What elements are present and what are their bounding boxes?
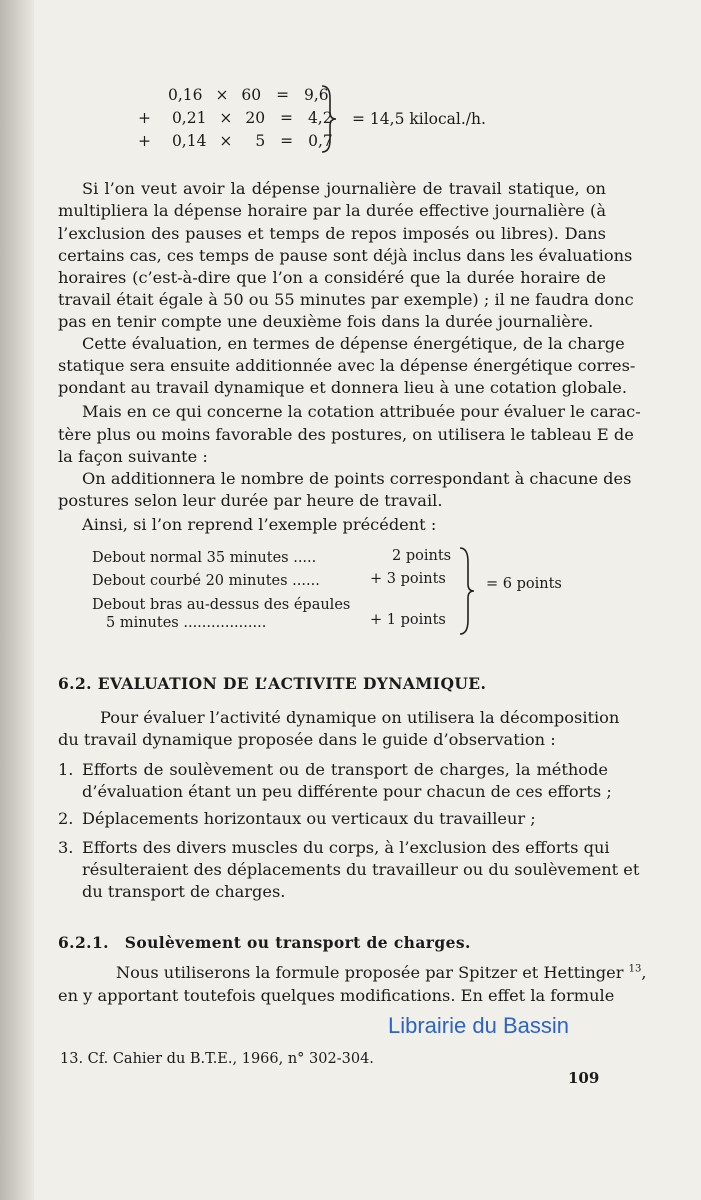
text-line: Cette évaluation, en termes de dépense énergétique, de la charge [82, 334, 625, 353]
eq-prefix: + [138, 132, 151, 150]
text-line: pas en tenir compte une deuxième fois dans la durée journalière. [58, 312, 594, 331]
eq-operator: × [219, 109, 233, 127]
eq-operand: 0,14 [171, 132, 207, 150]
eq-result: 9,6 [304, 86, 329, 104]
list-item-line: d’évaluation étant un peu différente pour chacun de ces efforts ; [82, 782, 612, 801]
posture-points: + 3 points [370, 571, 446, 587]
text-line: en y apportant toutefois quelques modifications. En effet la formule [58, 986, 615, 1005]
eq-operator: × [219, 132, 233, 150]
eq-equals: = [280, 132, 294, 150]
posture-points: + 1 points [370, 612, 446, 628]
footnote: 13. Cf. Cahier du B.T.E., 1966, n° 302-304. [60, 1051, 374, 1067]
eq-equals: = [280, 109, 293, 127]
eq-result: 4,2 [307, 109, 333, 127]
list-item-line: du transport de charges. [82, 882, 286, 901]
posture-label: Debout bras au-dessus des épaules [92, 597, 351, 613]
text-line: la façon suivante : [58, 447, 208, 466]
list-item-line: Déplacements horizontaux ou verticaux du travailleur ; [82, 809, 536, 828]
eq-operand: 5 [255, 132, 266, 150]
equation-row-2 [138, 109, 333, 127]
page-number: 109 [568, 1069, 600, 1087]
text-line: postures selon leur durée par heure de travail. [58, 491, 443, 510]
paragraph-5: Ainsi, si l’on reprend l’exemple précédent : [82, 515, 437, 534]
binding-gutter [0, 0, 34, 1200]
list-number: 3. [58, 838, 74, 857]
text-line: l’exclusion des pauses et temps de repos imposés ou libres). Dans [58, 224, 606, 243]
list-number: 1. [58, 760, 74, 779]
list-item-line: résulteraient des déplacements du travailleur ou du soulèvement et [82, 860, 640, 879]
section-heading-6-2-1 [58, 933, 471, 952]
section-number: 6.2.1. [58, 933, 109, 952]
list-item-line: Efforts de soulèvement ou de transport de charges, la méthode [82, 760, 608, 779]
text-line: statique sera ensuite additionnée avec la dépense énergétique corres- [58, 356, 636, 375]
text-line: du travail dynamique proposée dans le guide d’observation : [58, 730, 556, 749]
list-item-line: Efforts des divers muscles du corps, à l’exclusion des efforts qui [82, 838, 610, 857]
posture-label: Debout normal 35 minutes ..... [92, 550, 317, 566]
text-span: Nous utiliserons la formule proposée par Spitzer et Hettinger [116, 963, 624, 982]
posture-label: 5 minutes .................. [106, 615, 267, 631]
text-line: Si l’on veut avoir la dépense journalière de travail statique, on [82, 179, 606, 198]
eq-operand: 60 [241, 86, 262, 104]
eq-equals: = [276, 86, 290, 104]
text-line: On additionnera le nombre de points correspondant à chacune des [82, 469, 632, 488]
text-line: multipliera la dépense horaire par la durée effective journalière (à [58, 201, 606, 220]
equation-row-1 [168, 86, 329, 104]
eq-operand: 20 [245, 109, 266, 127]
eq-operand: 0,21 [171, 109, 207, 127]
text-line: Pour évaluer l’activité dynamique on utilisera la décomposition [100, 708, 620, 727]
seller-watermark: Librairie du Bassin [388, 1013, 569, 1038]
text-line: Nous utiliserons la formule proposée par Spitzer et Hettinger $^{13}$, [116, 963, 647, 982]
section-title: Soulèvement ou transport de charges. [124, 933, 471, 952]
right-brace-icon [456, 546, 478, 636]
footnote-ref: 13 [628, 963, 642, 975]
text-line: certains cas, ces temps de pause sont déjà inclus dans les évaluations [58, 246, 633, 265]
text-line: tère plus ou moins favorable des postures, on utilisera le tableau E de [58, 425, 634, 444]
text-line: travail était égale à 50 ou 55 minutes par exemple) ; il ne faudra donc [58, 290, 634, 309]
right-brace-icon [318, 84, 340, 154]
equation-row-3 [138, 132, 333, 150]
text-line: Mais en ce qui concerne la cotation attribuée pour évaluer le carac- [82, 402, 641, 421]
section-heading-6-2: 6.2. EVALUATION DE L’ACTIVITE DYNAMIQUE. [58, 674, 487, 693]
text-line: horaires (c’est-à-dire que l’on a considéré que la durée horaire de [58, 268, 606, 287]
eq-prefix: + [138, 109, 151, 127]
postures-total: = 6 points [486, 576, 562, 592]
text-line: pondant au travail dynamique et donnera lieu à une cotation globale. [58, 378, 628, 397]
eq-result: 0,7 [308, 132, 333, 150]
equation-total: = 14,5 kilocal./h. [352, 110, 486, 128]
eq-operator: × [215, 86, 229, 104]
posture-points: 2 points [392, 548, 452, 564]
list-number: 2. [58, 809, 74, 828]
posture-label: Debout courbé 20 minutes ...... [92, 573, 320, 589]
eq-operand: 0,16 [168, 86, 203, 104]
